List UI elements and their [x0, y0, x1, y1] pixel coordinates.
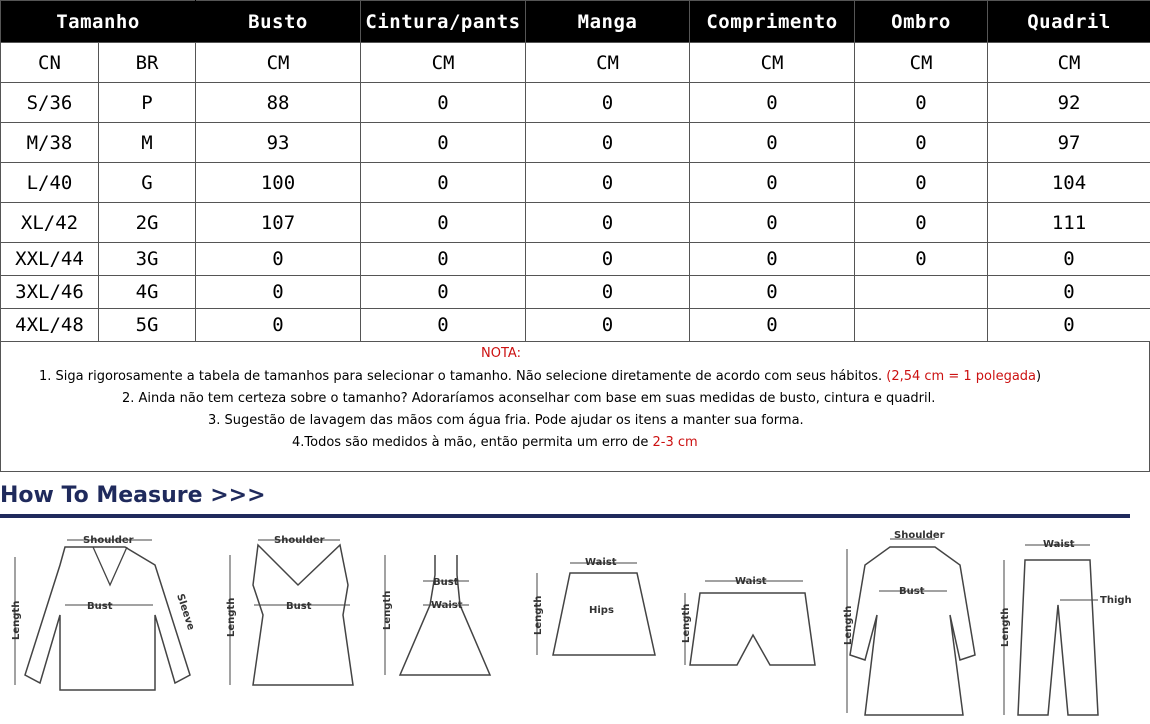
- measure-figures: [0, 525, 1150, 724]
- bust-label: Bust: [433, 577, 459, 588]
- table-cell: 0: [988, 309, 1150, 342]
- table-cell: XXL/44: [1, 243, 99, 276]
- table-cell: 3XL/46: [1, 276, 99, 309]
- length-label: Length: [843, 605, 854, 645]
- table-cell: 0: [855, 83, 988, 123]
- table-cell: 0: [988, 276, 1150, 309]
- notes-box: [0, 341, 1150, 472]
- table-cell: M/38: [1, 123, 99, 163]
- table-cell: 0: [526, 276, 690, 309]
- table-cell: 97: [988, 123, 1150, 163]
- table-cell: 0: [361, 123, 526, 163]
- length-label: Length: [681, 603, 692, 643]
- table-cell: 0: [690, 276, 855, 309]
- table-row: [1, 309, 1150, 342]
- table-cell: S/36: [1, 83, 99, 123]
- table-cell: 92: [988, 83, 1150, 123]
- table-cell: 0: [361, 309, 526, 342]
- table-cell: G: [99, 163, 196, 203]
- length-label: Length: [533, 595, 544, 635]
- table-cell: 0: [526, 203, 690, 243]
- header-tamanho: Tamanho: [1, 1, 196, 43]
- table-cell: XL/42: [1, 203, 99, 243]
- table-cell: 0: [855, 123, 988, 163]
- table-cell: 4G: [99, 276, 196, 309]
- table-cell: 4XL/48: [1, 309, 99, 342]
- table-cell: 0: [690, 243, 855, 276]
- table-cell: 0: [690, 163, 855, 203]
- header-manga: Manga: [526, 1, 690, 43]
- table-cell: 0: [526, 163, 690, 203]
- table-cell: 0: [361, 243, 526, 276]
- length-label: Length: [382, 590, 393, 630]
- unit-cell: CM: [690, 43, 855, 83]
- header-cintura: Cintura/pants: [361, 1, 526, 43]
- length-label: Length: [1000, 607, 1011, 647]
- waist-label: Waist: [735, 576, 767, 587]
- table-cell: 0: [690, 203, 855, 243]
- header-ombro: Ombro: [855, 1, 988, 43]
- unit-cell: CM: [988, 43, 1150, 83]
- units-row: [1, 43, 1150, 83]
- size-table: [0, 0, 1150, 342]
- bust-label: Bust: [899, 586, 925, 597]
- skirt-diagram: [525, 525, 665, 699]
- waist-label: Waist: [585, 557, 617, 568]
- table-cell: 107: [196, 203, 361, 243]
- table-cell: 0: [855, 243, 988, 276]
- shoulder-label: Shoulder: [894, 530, 945, 541]
- table-cell: 3G: [99, 243, 196, 276]
- table-cell: 111: [988, 203, 1150, 243]
- table-cell: 0: [361, 276, 526, 309]
- table-cell: 0: [526, 243, 690, 276]
- table-cell: 0: [361, 83, 526, 123]
- shorts-diagram: [675, 525, 825, 699]
- table-cell: 0: [526, 123, 690, 163]
- table-cell: P: [99, 83, 196, 123]
- note-line-3: 3. Sugestão de lavagem das mãos com água fria. Pode ajudar os itens a manter sua forma.: [208, 413, 804, 428]
- table-cell: 0: [196, 276, 361, 309]
- table-cell: 0: [988, 243, 1150, 276]
- table-cell: 100: [196, 163, 361, 203]
- table-cell: 0: [855, 203, 988, 243]
- note-4-text: 4.Todos são medidos à mão, então permita um erro de: [292, 435, 653, 450]
- divider: [0, 514, 1130, 518]
- unit-cell: CM: [855, 43, 988, 83]
- blouse-diagram: [5, 525, 205, 699]
- table-row: [1, 276, 1150, 309]
- header-row: [1, 1, 1150, 43]
- header-busto: Busto: [196, 1, 361, 43]
- table-cell: 0: [690, 309, 855, 342]
- table-cell: 0: [855, 163, 988, 203]
- table-cell: [855, 276, 988, 309]
- note-4-error: 2-3 cm: [652, 435, 698, 450]
- bust-label: Bust: [87, 601, 113, 612]
- sleeve-label: Sleeve: [174, 592, 197, 632]
- unit-cell: CN: [1, 43, 99, 83]
- thigh-label: Thigh: [1100, 595, 1132, 606]
- table-cell: 0: [196, 243, 361, 276]
- table-cell: 0: [526, 83, 690, 123]
- table-row: [1, 163, 1150, 203]
- bust-label: Bust: [286, 601, 312, 612]
- unit-cell: BR: [99, 43, 196, 83]
- tank-diagram: [218, 525, 368, 699]
- waist-label: Waist: [431, 600, 463, 611]
- note-line-1: [39, 369, 1041, 384]
- table-cell: 104: [988, 163, 1150, 203]
- table-row: [1, 203, 1150, 243]
- table-cell: 2G: [99, 203, 196, 243]
- table-cell: 0: [690, 83, 855, 123]
- table-cell: 93: [196, 123, 361, 163]
- table-row: [1, 243, 1150, 276]
- note-1-end: ): [1036, 369, 1042, 384]
- waist-label: Waist: [1043, 539, 1075, 550]
- how-to-measure-title: How To Measure >>>: [0, 483, 266, 508]
- table-cell: 0: [526, 309, 690, 342]
- table-cell: M: [99, 123, 196, 163]
- table-row: [1, 83, 1150, 123]
- header-comprimento: Comprimento: [690, 1, 855, 43]
- length-label: Length: [226, 597, 237, 637]
- table-cell: 88: [196, 83, 361, 123]
- dress-diagram: [375, 525, 505, 699]
- shoulder-label: Shoulder: [274, 535, 325, 546]
- table-row: [1, 123, 1150, 163]
- note-1-conversion: (2,54 cm = 1 polegada: [886, 369, 1037, 384]
- pants-diagram: [990, 525, 1140, 719]
- table-cell: 0: [361, 163, 526, 203]
- table-cell: [855, 309, 988, 342]
- unit-cell: CM: [526, 43, 690, 83]
- table-cell: 0: [361, 203, 526, 243]
- unit-cell: CM: [196, 43, 361, 83]
- coat-diagram: [835, 525, 985, 719]
- table-cell: 0: [690, 123, 855, 163]
- note-line-4: [292, 435, 698, 450]
- unit-cell: CM: [361, 43, 526, 83]
- hips-label: Hips: [589, 605, 614, 616]
- header-quadril: Quadril: [988, 1, 1150, 43]
- table-cell: 5G: [99, 309, 196, 342]
- length-label: Length: [11, 600, 22, 640]
- note-1-text: 1. Siga rigorosamente a tabela de tamanhos para selecionar o tamanho. Não selecione diretamente de acordo com seus hábitos.: [39, 369, 887, 384]
- shoulder-label: Shoulder: [83, 535, 134, 546]
- notes-title: NOTA:: [481, 346, 521, 361]
- table-cell: L/40: [1, 163, 99, 203]
- note-line-2: 2. Ainda não tem certeza sobre o tamanho? Adoraríamos aconselhar com base em suas medidas de busto, cintura e quadril.: [122, 391, 936, 406]
- table-cell: 0: [196, 309, 361, 342]
